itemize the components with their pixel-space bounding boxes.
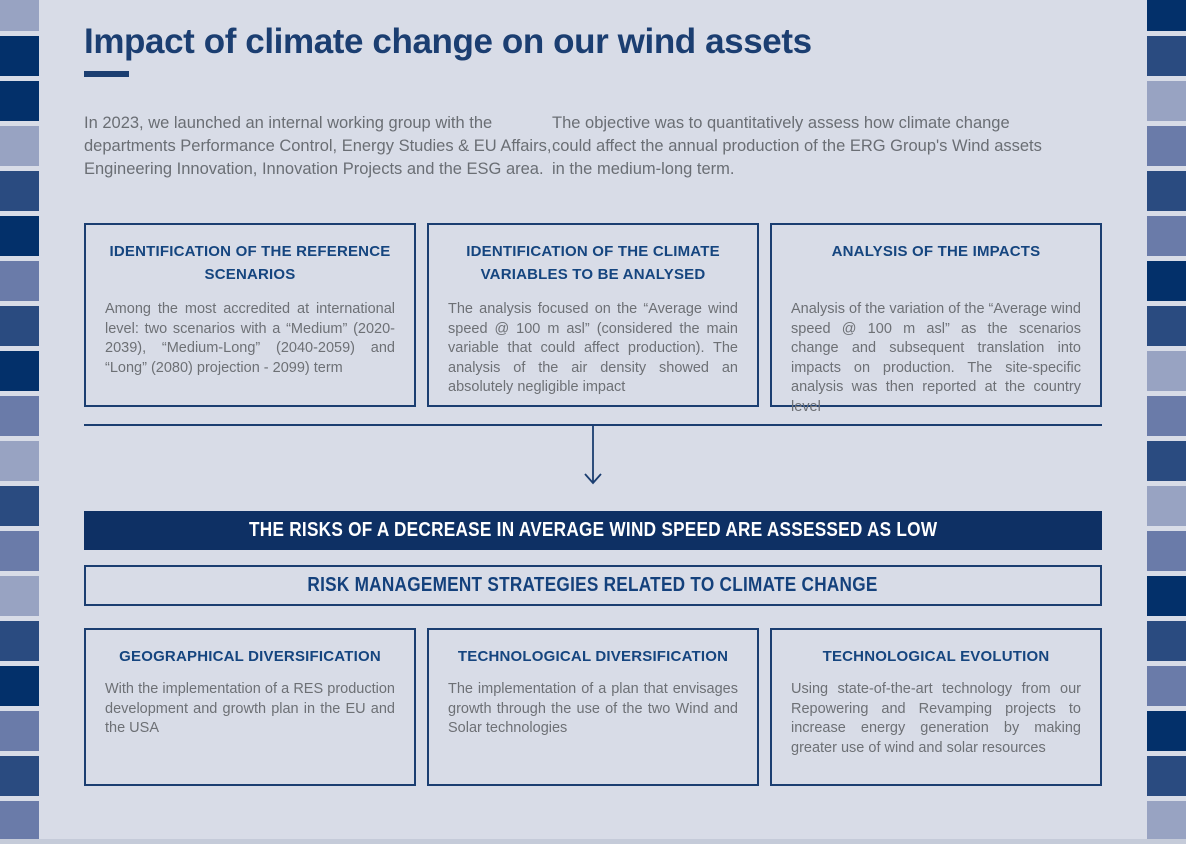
strategy-title: GEOGRAPHICAL DIVERSIFICATION [119, 648, 381, 665]
strip-block [1147, 711, 1186, 751]
strip-block [0, 711, 39, 751]
risk-result-banner-label: THE RISKS OF A DECREASE IN AVERAGE WIND SPEED ARE ASSESSED AS LOW [248, 519, 938, 541]
strip-block [0, 396, 39, 436]
strip-block [0, 306, 39, 346]
strip-block [1147, 801, 1186, 841]
strip-block [0, 801, 39, 841]
strip-block [0, 351, 39, 391]
strategy-title: TECHNOLOGICAL DIVERSIFICATION [457, 648, 729, 665]
strategies-row [84, 628, 1102, 786]
process-step-title: ANALYSIS OF THE IMPACTS [831, 243, 1041, 260]
strip-block [0, 621, 39, 661]
strategy-box-2 [427, 628, 759, 786]
process-step-body: The analysis focused on the “Average wind speed @ 100 m asl” (considered the main variable that could affect production). The analysis of the air density showed an absolutely negligible impact [448, 301, 738, 395]
strip-block [0, 0, 39, 31]
strip-block [0, 126, 39, 166]
strip-block [1147, 666, 1186, 706]
intro-section [84, 112, 1102, 181]
strip-block [1147, 486, 1186, 526]
strip-block [0, 441, 39, 481]
process-step-body: Among the most accredited at international level: two scenarios with a “Medium” (2020-2039), “Medium-Long” (2040-2059) and “Long” (2080) projection - 2099) term [105, 301, 395, 376]
strategy-title: TECHNOLOGICAL EVOLUTION [822, 648, 1050, 665]
strip-block [1147, 261, 1186, 301]
process-step-body: Analysis of the variation of the “Average wind speed @ 100 m asl” as the scenarios change and subsequent translation into impacts on production. The site-specific analysis was then reported at the country level [791, 301, 1081, 415]
side-strip-left [0, 0, 39, 844]
strip-block [0, 261, 39, 301]
process-step-box-2 [427, 223, 759, 407]
strip-block [1147, 396, 1186, 436]
intro-paragraph-left: In 2023, we launched an internal working group with the departments Performance Control, Energy Studies & EU Affairs, Engineering Innovation, Innovation Projects and the ESG area. [84, 114, 552, 178]
strip-block [1147, 171, 1186, 211]
strategy-body: Using state-of-the-art technology from our Repowering and Revamping projects to increase energy generation by making greater use of wind and solar resources [791, 681, 1081, 756]
down-arrow-icon [582, 426, 604, 492]
strip-block [1147, 126, 1186, 166]
strip-block [1147, 756, 1186, 796]
strip-block [1147, 81, 1186, 121]
page-title: Impact of climate change on our wind assets [84, 22, 812, 61]
strategies-banner-label: RISK MANAGEMENT STRATEGIES RELATED TO CLIMATE CHANGE [307, 574, 879, 596]
strip-block [1147, 306, 1186, 346]
process-step-title: IDENTIFICATION OF THE CLIMATE VARIABLES TO BE ANALYSED [466, 243, 720, 283]
strip-block [1147, 531, 1186, 571]
intro-paragraph-right: The objective was to quantitatively assess how climate change could affect the annual production of the ERG Group's Wind assets in the medium-long term. [552, 114, 1042, 178]
strip-block [0, 576, 39, 616]
strategy-body: The implementation of a plan that envisages growth through the use of the two Wind and Solar technologies [448, 681, 738, 736]
strip-block [1147, 0, 1186, 31]
strip-block [0, 531, 39, 571]
side-strip-right [1147, 0, 1186, 844]
process-steps-row [84, 223, 1102, 415]
strategy-box-3 [770, 628, 1102, 786]
strip-block [1147, 576, 1186, 616]
strip-block [1147, 216, 1186, 256]
process-step-title: IDENTIFICATION OF THE REFERENCE SCENARIOS [109, 243, 391, 283]
main-content [84, 0, 1102, 844]
strip-block [0, 36, 39, 76]
process-step-box-3 [770, 223, 1102, 415]
process-step-box-1 [84, 223, 416, 407]
strip-block [1147, 36, 1186, 76]
strip-block [1147, 621, 1186, 661]
strip-block [1147, 351, 1186, 391]
strip-block [0, 216, 39, 256]
strategy-box-1 [84, 628, 416, 786]
title-underline-dash [84, 71, 129, 77]
risk-result-banner [84, 511, 1102, 550]
strategy-body: With the implementation of a RES production development and growth plan in the EU and the USA [105, 681, 395, 736]
strip-block [0, 486, 39, 526]
strip-block [0, 666, 39, 706]
strip-block [0, 81, 39, 121]
bottom-edge-band [0, 839, 1186, 844]
strip-block [0, 171, 39, 211]
strategies-banner [84, 565, 1102, 606]
strip-block [0, 756, 39, 796]
strip-block [1147, 441, 1186, 481]
